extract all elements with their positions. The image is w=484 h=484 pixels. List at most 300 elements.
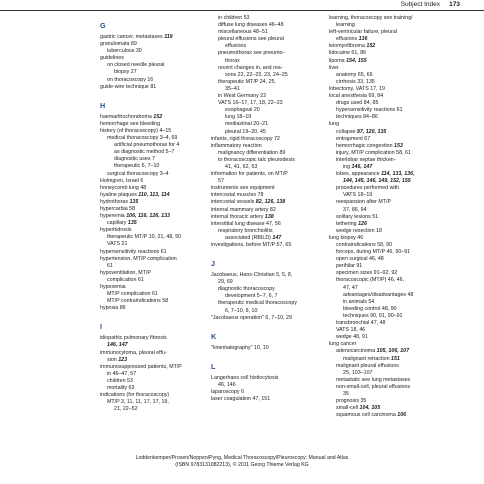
entry-text: lung cancer (329, 341, 357, 348)
index-entry (100, 371, 204, 378)
figure-page-refs: 152 (153, 113, 163, 120)
entry-text: adenocarcinoma (336, 348, 377, 355)
index-entry (100, 163, 204, 170)
entry-text: on thoracoscopy 16 (107, 76, 154, 83)
section-letter: G (100, 21, 106, 30)
index-entry (211, 279, 322, 286)
entry-text: 35–41 (225, 85, 240, 92)
entry-text: thoracoscopic (MT/P) 46, 46, (336, 277, 405, 284)
entry-text: hyperhidrosis (100, 227, 132, 234)
figure-page-refs: 152 (366, 43, 376, 50)
entry-text: infants, rigid thoracoscopy 72 (211, 135, 280, 142)
index-entry (100, 48, 204, 55)
index-entry (211, 192, 322, 199)
index-entry (211, 235, 322, 242)
index-entry (329, 270, 459, 277)
index-entry (100, 55, 204, 62)
index-entry (211, 300, 322, 307)
entry-text: lidocaine 61, 86 (329, 50, 367, 57)
entry-text: respiratory bronchiolitis (218, 227, 273, 234)
entry-text: ing (343, 163, 352, 170)
entry-text: information for patients, on MT/P (211, 171, 288, 178)
index-entry (211, 382, 322, 389)
footer-citation: Loddenkemper/Prosen/Noppen/Pyng, Medical Thoracoscopy/Pleuroscopy: Manual and Atlas (135, 455, 349, 461)
entry-text: in children 53 (218, 15, 250, 21)
figure-page-refs: 105, 106, 107 (376, 348, 410, 355)
entry-text: immunocytoma, pleural effu- (100, 349, 167, 356)
entry-text: Langerhans cell histiocytosis (211, 374, 279, 381)
entry-text: laser coagulation 47, 151 (211, 396, 271, 403)
entry-text: hyperemia (100, 213, 127, 220)
entry-text: hypertension, MT/P complication (100, 255, 177, 262)
index-entry (329, 192, 459, 199)
index-entry (100, 335, 204, 342)
index-entry (100, 114, 204, 121)
index-entry (100, 149, 204, 156)
entry-text: perihilar 91 (336, 263, 363, 270)
entry-text: indications (for thoracoscopy) (100, 392, 170, 399)
index-entry (100, 284, 204, 291)
entry-text: diagnostic thoracoscopy (218, 286, 275, 293)
entry-text: sons 22, 22–23, 23, 24–25 (225, 71, 288, 78)
entry-text: hypersensitivity reactions 61 (100, 248, 167, 255)
entry-text: 57 (218, 178, 224, 185)
figure-page-refs: 114, 133, 136, (381, 171, 415, 178)
copyright-footer (0, 455, 484, 469)
entry-text: tethering (336, 220, 359, 227)
entry-text: in 46–47, 57 (107, 370, 137, 377)
index-column-2 (211, 15, 322, 403)
section-letter: I (100, 322, 102, 332)
entry-text: transbronchial 47, 48 (336, 320, 386, 327)
figure-page-refs: 106, 116, 126, 133 (126, 213, 170, 220)
entry-text: techniques 84–86 (336, 114, 378, 121)
entry-text: malignancy differentiation 89 (218, 149, 286, 156)
entry-text: hypercarbia 58 (100, 205, 136, 212)
index-entry (211, 22, 322, 29)
index-entry (211, 293, 322, 300)
entry-text: sion (107, 356, 119, 363)
index-entry (329, 221, 459, 228)
index-entry (100, 135, 204, 142)
entry-text: 35 (343, 390, 349, 397)
figure-page-refs: 147 (272, 234, 282, 241)
index-entry (329, 235, 459, 242)
entry-text: VATS 21 (107, 241, 128, 248)
index-entry (329, 313, 459, 320)
entry-text: intercostal muscles 78 (211, 192, 264, 199)
entry-text: advantages/disadvantages 48 (343, 291, 414, 298)
index-entry (329, 391, 459, 398)
section-gap (100, 312, 204, 316)
section-gap (211, 249, 322, 253)
index-entry (211, 93, 322, 100)
entry-text: "Jacobaeus operation" 6, 7–10, 29 (211, 314, 292, 321)
index-entry (329, 228, 459, 235)
index-entry (211, 308, 322, 315)
index-entry (329, 100, 459, 107)
index-entry (100, 277, 204, 284)
index-entry (329, 242, 459, 249)
index-entry (329, 50, 459, 57)
entry-text: artificial pneumothorax for 4 (114, 142, 180, 149)
index-entry (329, 22, 459, 29)
section-letter: J (211, 259, 215, 269)
footer-isbn: (ISBN 9783131082213), © 2011 Georg Thieme Verlag KG (175, 462, 309, 468)
entry-text: contraindications 58, 90 (336, 242, 392, 248)
index-entry (329, 327, 459, 334)
entry-text: hydrothorax (100, 198, 130, 205)
index-entry (100, 263, 204, 270)
entry-text: hemorrhage see bleeding (100, 120, 161, 127)
entry-text: entrapment 67 (336, 135, 371, 142)
entry-text: non-small-cell, pleural effusions (336, 383, 411, 390)
index-entry (100, 41, 204, 48)
entry-text: tuberculous 30 (107, 48, 142, 55)
figure-page-refs: 151 (391, 355, 400, 362)
index-entry (211, 79, 322, 86)
index-entry (329, 121, 459, 128)
index-entry (100, 128, 204, 135)
figure-page-refs: 82, 126, 138 (255, 199, 286, 206)
index-entry (211, 396, 322, 403)
entry-text: diffuse lung diseases 46–48 (218, 22, 284, 29)
index-entry (211, 43, 322, 50)
entry-text: 6, 7–10, 8, 10 (225, 307, 258, 314)
index-entry (211, 58, 322, 65)
index-entry (329, 370, 459, 377)
index-entry (329, 143, 459, 150)
index-entry (100, 357, 204, 364)
entry-text: forceps, during MT/P 46, 90–91 (336, 249, 411, 256)
entry-text: idiopathic pulmonary fibrosis (100, 335, 167, 342)
index-entry (211, 86, 322, 93)
index-entry (100, 291, 204, 298)
figure-page-refs: 106 (397, 412, 407, 419)
figure-page-refs: 126 (358, 220, 367, 227)
entry-text: 41, 41, 62, 63 (225, 163, 258, 170)
index-entry (100, 342, 204, 349)
entry-text: Jacobaeus, Hans-Christian 5, 5, 8, (211, 272, 293, 279)
index-entry (211, 185, 322, 192)
entry-text: prognosis 35 (336, 398, 367, 405)
entry-text: honeycomb lung 48 (100, 184, 147, 191)
index-entry (211, 157, 322, 164)
section-gap (211, 352, 322, 356)
index-entry (100, 69, 204, 76)
entry-text: 29, 69 (218, 279, 233, 286)
entry-text: VATS 16–17, 17, 18, 22–23 (218, 100, 283, 107)
header-title: Subject Index (400, 1, 440, 8)
entry-text: internal mammary artery 82 (211, 206, 276, 213)
entry-text: MT/P 3, 11, 11, 17, 17, 19, (107, 399, 169, 406)
index-column-1 (100, 15, 204, 413)
index-entry (100, 249, 204, 256)
entry-text: interlobar septae thicken- (336, 156, 396, 163)
index-entry (211, 242, 322, 249)
entry-text: malignant retraction (343, 355, 391, 362)
index-entry (329, 277, 459, 284)
entry-text: lipoma (329, 57, 347, 64)
index-entry (329, 249, 459, 256)
entry-text: specimen sizes 91–92, 92 (336, 270, 398, 277)
entry-text: 61 (107, 262, 113, 269)
figure-page-refs: 144, 145, 146, 149, 152, 155 (343, 178, 411, 185)
index-entry (329, 164, 459, 171)
entry-text: therapeutic medical thoracoscopy (218, 300, 297, 307)
index-entry (100, 378, 204, 385)
entry-text: in animals 54 (343, 298, 375, 305)
index-entry (329, 306, 459, 313)
entry-text: mortality 63 (107, 385, 135, 392)
figure-page-refs: 110, 113, 114 (138, 191, 170, 198)
entry-text: cirrhosis 33, 135 (336, 78, 375, 85)
index-entry (329, 292, 459, 299)
index-entry (329, 398, 459, 405)
index-entry (329, 405, 459, 412)
index-entry (329, 72, 459, 79)
index-entry (100, 142, 204, 149)
entry-text: learning (336, 22, 355, 29)
entry-text: therapeutic MT/P 24, 25, (218, 78, 276, 85)
index-entry (211, 65, 322, 72)
index-entry (329, 214, 459, 221)
index-entry (100, 62, 204, 69)
figure-page-refs: 136 (358, 36, 368, 43)
figure-page-refs: 153 (394, 142, 403, 149)
entry-text: drugs used 84, 85 (336, 100, 379, 107)
entry-text: wedge resection 18 (336, 227, 382, 234)
entry-text: lobes, appearance (336, 171, 382, 178)
entry-text: 21, 22–52 (114, 406, 138, 413)
index-entry (329, 412, 459, 419)
index-entry (329, 15, 459, 22)
entry-text: techniques 90, 91, 90–91 (343, 312, 403, 319)
entry-text: bleeding control 48, 90 (343, 305, 397, 312)
index-entry (329, 136, 459, 143)
entry-text: guide-wire technique 81 (100, 83, 157, 90)
index-entry (100, 77, 204, 84)
entry-text: 37, 86, 94 (343, 206, 367, 213)
entry-text: complication 61 (107, 276, 144, 283)
figure-page-refs: 138 (264, 213, 274, 220)
index-entry (100, 227, 204, 234)
index-entry (329, 150, 459, 157)
entry-text: surgical thoracoscopy 3–4 (107, 170, 169, 177)
figure-page-refs: 154, 155 (346, 57, 367, 64)
entry-text: left-ventricular failure, pleural (329, 29, 398, 36)
entry-text: VATS 18–19 (343, 192, 373, 199)
index-entry (100, 84, 204, 91)
figure-page-refs: 104, 105 (359, 405, 381, 412)
entry-text: reexpansion after MT/P (336, 199, 392, 206)
index-entry (329, 157, 459, 164)
entry-text: therapeutic 6, 7–10 (114, 163, 160, 170)
index-entry (100, 270, 204, 277)
entry-text: history (of thoracoscopy) 4–15 (100, 127, 172, 134)
entry-text: to thoracoscopic talc pleurodesis (218, 156, 295, 163)
index-entry (329, 377, 459, 384)
entry-text: lobectomy, VATS 17, 19 (329, 85, 385, 92)
entry-text: lung 18–19 (225, 114, 252, 121)
index-entry (211, 272, 322, 279)
index-entry (100, 399, 204, 406)
entry-text: pleural effusions see pleural (218, 36, 284, 43)
index-entry (100, 305, 204, 312)
index-entry (100, 220, 204, 227)
entry-text: miscellaneous 48–51 (218, 29, 268, 36)
index-entry (211, 129, 322, 136)
index-entry (100, 234, 204, 241)
entry-text: solitary lesions 51 (336, 213, 379, 220)
index-entry (100, 256, 204, 263)
entry-text: injury, MT/P complication 58, 61 (336, 149, 411, 156)
section-letter: H (100, 100, 106, 110)
index-entry (100, 298, 204, 305)
index-entry (211, 136, 322, 143)
entry-text: liver (329, 64, 339, 71)
entry-text: 25, 103–107 (343, 369, 373, 376)
entry-text: haemarthochondroma (100, 113, 154, 120)
index-entry (100, 121, 204, 128)
index-entry (211, 36, 322, 43)
index-entry (211, 199, 322, 206)
index-entry (329, 185, 459, 192)
index-entry (211, 100, 322, 107)
index-entry (100, 199, 204, 206)
entry-text: anatomy 65, 66 (336, 71, 373, 78)
index-entry (100, 171, 204, 178)
index-entry (329, 348, 459, 355)
entry-text: hypoventilation, MT/P (100, 269, 151, 276)
figure-page-refs: 146, 147 (107, 342, 128, 349)
index-entry (100, 364, 204, 371)
entry-text: development 5–7, 6, 7 (225, 293, 278, 300)
entry-text: in West Germany 22 (218, 93, 267, 100)
figure-page-refs: 123 (118, 356, 128, 363)
entry-text: hemorrhagic congestion (336, 142, 395, 149)
entry-text: 47, 47 (343, 284, 358, 291)
page-number: 173 (449, 1, 460, 8)
index-entry (329, 107, 459, 114)
entry-text: metastatic see lung metastases (336, 376, 411, 383)
entry-text: lung biopsy 46 (329, 234, 364, 241)
entry-text: laparoscopy 6 (211, 389, 244, 396)
index-entry (329, 65, 459, 72)
figure-page-refs: 97, 120, 135 (356, 128, 387, 135)
entry-text: esophageal 20 (225, 107, 260, 114)
entry-text: effusions (225, 43, 247, 50)
index-entry (211, 315, 322, 322)
index-entry (329, 207, 459, 214)
index-entry (100, 192, 204, 199)
index-entry (329, 114, 459, 121)
figure-page-refs: 135 (127, 220, 137, 227)
entry-text: procedures performed with (336, 185, 400, 192)
entry-text: small-cell (336, 405, 360, 412)
index-entry (211, 15, 322, 22)
index-entry (329, 341, 459, 348)
index-entry (329, 363, 459, 370)
entry-text: learning, thoracoscopy see training/ (329, 15, 413, 21)
index-entry (211, 143, 322, 150)
index-entry (329, 263, 459, 270)
index-entry (329, 93, 459, 100)
index-entry (329, 256, 459, 263)
entry-text: associated (RBILD) (225, 234, 273, 241)
index-entry (100, 213, 204, 220)
index-entry (329, 58, 459, 65)
section-letter: K (211, 331, 217, 341)
index-column-3 (329, 15, 459, 419)
entry-text: hypoxemia (100, 284, 126, 290)
entry-text: recent changes in, and rea- (218, 64, 283, 71)
index-entry (211, 171, 322, 178)
entry-text: wedge 48, 91 (336, 334, 368, 341)
index-entry (329, 86, 459, 93)
section-letter: L (211, 361, 216, 371)
index-entry (329, 320, 459, 327)
index-entry (211, 72, 322, 79)
index-entry (329, 178, 459, 185)
index-entry (211, 107, 322, 114)
entry-text: diagnostic uses 7 (114, 156, 155, 163)
index-entry (211, 228, 322, 235)
entry-text: as diagnostic method 5–7 (114, 149, 175, 156)
index-entry (100, 185, 204, 192)
entry-text: pneumothorax see pneumo- (218, 50, 285, 57)
index-entry (100, 392, 204, 399)
figure-page-refs: 119 (164, 34, 173, 40)
entry-text: mediastinal 20–21 (225, 121, 268, 128)
running-header (0, 0, 484, 11)
entry-text: children 53 (107, 377, 133, 384)
entry-text: MT/P contraindications 58 (107, 298, 169, 305)
index-entry (211, 207, 322, 214)
index-entry (329, 79, 459, 86)
index-entry (329, 29, 459, 36)
entry-text: open surgical 46, 48 (336, 256, 384, 263)
entry-text: VATS 18, 46 (336, 327, 366, 334)
index-entry (211, 214, 322, 221)
index-entry (100, 34, 204, 41)
index-entry (329, 36, 459, 43)
entry-text: local anesthesia 69, 84 (329, 93, 384, 100)
index-entry (211, 114, 322, 121)
index-entry (211, 221, 322, 228)
index-entry (211, 164, 322, 171)
index-entry (100, 206, 204, 213)
index-entry (329, 356, 459, 363)
entry-text: thorax (225, 57, 240, 64)
entry-text: hypersensitivity reactions 61 (336, 107, 403, 114)
entry-text: internal thoracic artery (211, 213, 265, 220)
entry-text: medical thoracoscopy 3–4, 69 (107, 135, 178, 142)
entry-text: intercostal vessels (211, 199, 256, 206)
entry-text: hyaline plaques (100, 191, 139, 198)
index-entry (329, 43, 459, 50)
section-gap (100, 91, 204, 95)
entry-text: Holmgren, Israel 6 (100, 177, 144, 184)
entry-text: biopsy 27 (114, 69, 137, 76)
index-entry (211, 178, 322, 185)
entry-text: leiomyofibroma (329, 43, 367, 50)
entry-text: guidelines (100, 55, 124, 62)
index-entry (211, 286, 322, 293)
index-entry (100, 156, 204, 163)
entry-text: interstitial lung disease 47, 56 (211, 220, 281, 227)
entry-text: MT/P complication 61 (107, 291, 158, 298)
